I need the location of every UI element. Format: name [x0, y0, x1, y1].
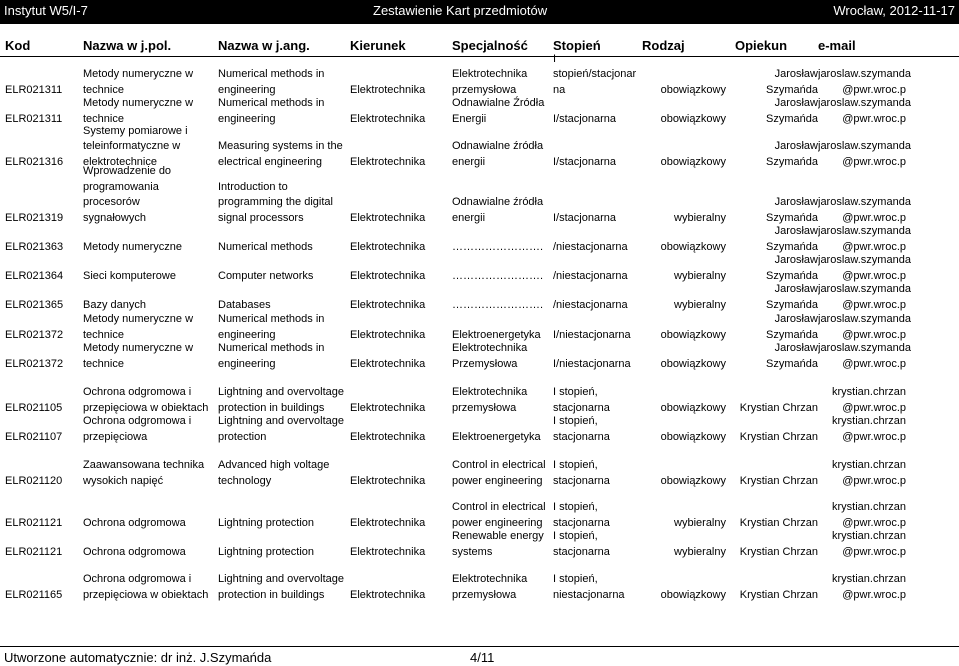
cell-specjalnosc: ……………………. [452, 240, 544, 253]
cell-specjalnosc: Elektrotechnika Przemysłowa [452, 342, 528, 370]
cell-opiekun: Krystian Chrzan [739, 474, 818, 487]
cell-specjalnosc: Control in electrical power engineering [452, 459, 546, 487]
cell-nazwa-ang: Numerical methods in engineering [218, 313, 325, 341]
cell-kierunek: Elektrotechnika [350, 155, 426, 168]
cell-rodzaj: wybieralny [674, 516, 726, 529]
cell-rodzaj: obowiązkowy [660, 588, 726, 601]
cell-kod: ELR021121 [5, 545, 63, 558]
date-label: Wrocław, 2012-11-17 [833, 3, 955, 18]
header-opiekun: Opiekun [735, 38, 788, 53]
institute-label: Instytut W5/I-7 [4, 3, 88, 18]
cell-rodzaj: wybieralny [674, 298, 726, 311]
cell-opiekun: Jarosław Szymańda [766, 225, 818, 253]
cell-kod: ELR021105 [5, 401, 63, 414]
cell-kierunek: Elektrotechnika [350, 588, 426, 601]
top-bar [0, 0, 959, 24]
cell-nazwa-pol: Bazy danych [83, 298, 146, 311]
cell-opiekun: Jarosław Szymańda [766, 68, 818, 96]
cell-nazwa-ang: Numerical methods in engineering [218, 68, 325, 96]
cell-kierunek: Elektrotechnika [350, 328, 426, 341]
cell-kod: ELR021372 [5, 328, 64, 341]
cell-email: jaroslaw.szymanda @pwr.wroc.p [818, 196, 911, 224]
cell-kierunek: Elektrotechnika [350, 545, 426, 558]
cell-kierunek: Elektrotechnika [350, 240, 426, 253]
table-row [0, 456, 959, 489]
cell-specjalnosc: Elektrotechnika przemysłowa [452, 68, 528, 96]
cell-email: krystian.chrzan @pwr.wroc.p [832, 530, 906, 558]
cell-nazwa-pol: Ochrona odgromowa i przepięciowa w obiektach [83, 573, 209, 601]
cell-nazwa-pol: Sieci komputerowe [83, 269, 176, 282]
header-nazwa-pol: Nazwa w j.pol. [83, 38, 172, 53]
cell-specjalnosc: Odnawialne Źródła Energii [452, 97, 545, 125]
cell-stopien: I/stacjonarna [553, 155, 616, 168]
cell-stopien: /niestacjonarna [553, 240, 628, 253]
cell-email: jaroslaw.szymanda @pwr.wroc.p [818, 283, 911, 311]
cell-specjalnosc: Renewable energy systems [452, 530, 544, 558]
cell-opiekun: Krystian Chrzan [739, 545, 818, 558]
cell-nazwa-pol: Metody numeryczne w technice [83, 342, 194, 370]
cell-kod: ELR021120 [5, 474, 63, 487]
cell-nazwa-pol: Ochrona odgromowa i przepięciowa w obiektach [83, 386, 209, 414]
cell-stopien: I stopień/stacjonar na [553, 52, 637, 96]
cell-stopien: I stopień, stacjonarna [553, 530, 610, 558]
cell-kierunek: Elektrotechnika [350, 474, 426, 487]
table-row [0, 122, 959, 170]
cell-email: krystian.chrzan @pwr.wroc.p [832, 459, 906, 487]
cell-rodzaj: wybieralny [674, 211, 726, 224]
cell-opiekun: Krystian Chrzan [739, 588, 818, 601]
cell-email: krystian.chrzan @pwr.wroc.p [832, 501, 906, 529]
cell-email: jaroslaw.szymanda @pwr.wroc.p [818, 313, 911, 341]
cell-rodzaj: wybieralny [674, 269, 726, 282]
cell-rodzaj: obowiązkowy [660, 240, 726, 253]
cell-kierunek: Elektrotechnika [350, 298, 426, 311]
cell-rodzaj: obowiązkowy [660, 328, 726, 341]
cell-nazwa-ang: Numerical methods [218, 240, 313, 253]
cell-opiekun: Jarosław Szymańda [766, 254, 818, 282]
cell-stopien: I stopień, niestacjonarna [553, 573, 625, 601]
cell-email: jaroslaw.szymanda @pwr.wroc.p [818, 225, 911, 253]
footer [0, 650, 959, 666]
header-email: e-mail [818, 38, 856, 53]
cell-nazwa-ang: Lightning protection [218, 545, 315, 558]
cell-kierunek: Elektrotechnika [350, 430, 426, 443]
cell-stopien: /niestacjonarna [553, 298, 628, 311]
cell-email: jaroslaw.szymanda @pwr.wroc.p [818, 68, 911, 96]
cell-opiekun: Krystian Chrzan [739, 516, 818, 529]
cell-nazwa-pol: Zaawansowana technika wysokich napięć [83, 459, 205, 487]
cell-nazwa-pol: Ochrona odgromowa i przepięciowa [83, 415, 192, 443]
cell-nazwa-ang: Numerical methods in engineering [218, 97, 325, 125]
cell-stopien: I stopień, stacjonarna [553, 415, 610, 443]
table-row [0, 527, 959, 560]
cell-specjalnosc: ……………………. [452, 269, 544, 282]
cell-kierunek: Elektrotechnika [350, 401, 426, 414]
header-nazwa-ang: Nazwa w j.ang. [218, 38, 310, 53]
cell-nazwa-ang: Lightning and overvoltage protection in buildings [218, 386, 344, 414]
cell-nazwa-ang: Introduction to programming the digital signal processors [218, 180, 333, 224]
cell-nazwa-pol: Metody numeryczne [83, 240, 183, 253]
cell-kod: ELR021316 [5, 155, 64, 168]
cell-specjalnosc: Elektroenergetyka [452, 328, 541, 341]
header-stopien: Stopień [553, 38, 601, 53]
header-kierunek: Kierunek [350, 38, 406, 53]
cell-stopien: I/stacjonarna [553, 112, 616, 125]
cell-stopien: I stopień, stacjonarna [553, 459, 610, 487]
footer-divider [0, 646, 959, 647]
table-row [0, 165, 959, 226]
cell-stopien: I/stacjonarna [553, 211, 616, 224]
cell-stopien: /niestacjonarna [553, 269, 628, 282]
cell-nazwa-pol: Systemy pomiarowe i teleinformatyczne w elektrotechnice [83, 124, 188, 168]
header-rodzaj: Rodzaj [642, 38, 685, 53]
cell-kierunek: Elektrotechnika [350, 211, 426, 224]
footer-author: Utworzone automatycznie: dr inż. J.Szymańda [4, 650, 272, 665]
cell-nazwa-ang: Measuring systems in the electrical engineering [218, 140, 343, 168]
cell-email: jaroslaw.szymanda @pwr.wroc.p [818, 254, 911, 282]
cell-rodzaj: wybieralny [674, 545, 726, 558]
cell-email: jaroslaw.szymanda @pwr.wroc.p [818, 342, 911, 370]
cell-kod: ELR021165 [5, 588, 63, 601]
cell-kierunek: Elektrotechnika [350, 83, 426, 96]
cell-rodzaj: obowiązkowy [660, 401, 726, 414]
cell-email: jaroslaw.szymanda @pwr.wroc.p [818, 97, 911, 125]
cell-nazwa-ang: Advanced high voltage technology [218, 459, 330, 487]
table-header [0, 36, 959, 56]
cell-nazwa-ang: Lightning and overvoltage protection [218, 415, 344, 443]
cell-specjalnosc: Odnawialne źródła energii [452, 140, 544, 168]
cell-kierunek: Elektrotechnika [350, 357, 426, 370]
header-divider [0, 56, 959, 57]
cell-specjalnosc: Elektrotechnika przemysłowa [452, 573, 528, 601]
cell-rodzaj: obowiązkowy [660, 357, 726, 370]
cell-kod: ELR021364 [5, 269, 64, 282]
cell-opiekun: Jarosław Szymańda [766, 283, 818, 311]
cell-opiekun: Krystian Chrzan [739, 430, 818, 443]
cell-nazwa-ang: Computer networks [218, 269, 314, 282]
cell-specjalnosc: Odnawialne źródła energii [452, 196, 544, 224]
cell-stopien: I stopień, stacjonarna [553, 501, 610, 529]
cell-kod: ELR021363 [5, 240, 64, 253]
cell-nazwa-pol: Ochrona odgromowa [83, 545, 186, 558]
cell-nazwa-ang: Lightning and overvoltage protection in buildings [218, 573, 344, 601]
cell-rodzaj: obowiązkowy [660, 155, 726, 168]
cell-rodzaj: obowiązkowy [660, 83, 726, 96]
cell-kod: ELR021311 [5, 83, 63, 96]
cell-nazwa-ang: Numerical methods in engineering [218, 342, 325, 370]
cell-kod: ELR021372 [5, 357, 64, 370]
cell-opiekun: Jarosław Szymańda [766, 313, 818, 341]
cell-email: jaroslaw.szymanda @pwr.wroc.p [818, 140, 911, 168]
page-number: 4/11 [470, 650, 495, 665]
header-specjalnosc: Specjalność [452, 38, 528, 53]
cell-nazwa-ang: Lightning protection [218, 516, 315, 529]
cell-kod: ELR021107 [5, 430, 63, 443]
cell-opiekun: Jarosław Szymańda [766, 140, 818, 168]
table-row [0, 339, 959, 372]
cell-kierunek: Elektrotechnika [350, 269, 426, 282]
table-row [0, 280, 959, 313]
cell-rodzaj: obowiązkowy [660, 474, 726, 487]
cell-opiekun: Jarosław Szymańda [766, 97, 818, 125]
cell-nazwa-pol: Metody numeryczne w technice [83, 68, 194, 96]
cell-nazwa-ang: Databases [218, 298, 271, 311]
cell-nazwa-pol: Ochrona odgromowa [83, 516, 186, 529]
cell-stopien: I/niestacjonarna [553, 328, 631, 341]
cell-nazwa-pol: Metody numeryczne w technice [83, 97, 194, 125]
table-row [0, 570, 959, 603]
cell-rodzaj: obowiązkowy [660, 430, 726, 443]
cell-nazwa-pol: Metody numeryczne w technice [83, 313, 194, 341]
cell-rodzaj: obowiązkowy [660, 112, 726, 125]
cell-kierunek: Elektrotechnika [350, 516, 426, 529]
cell-kod: ELR021319 [5, 211, 64, 224]
cell-opiekun: Jarosław Szymańda [766, 196, 818, 224]
header-kod: Kod [5, 38, 31, 53]
cell-specjalnosc: Elektrotechnika przemysłowa [452, 386, 528, 414]
document-title: Zestawienie Kart przedmiotów [373, 3, 548, 18]
cell-stopien: I/niestacjonarna [553, 357, 631, 370]
cell-kod: ELR021311 [5, 112, 63, 125]
cell-stopien: I stopień, stacjonarna [553, 386, 610, 414]
cell-kod: ELR021365 [5, 298, 64, 311]
table-row [0, 52, 959, 98]
cell-kierunek: Elektrotechnika [350, 112, 426, 125]
cell-specjalnosc: Elektroenergetyka [452, 430, 541, 443]
cell-specjalnosc: ……………………. [452, 298, 544, 311]
cell-opiekun: Jarosław Szymańda [766, 342, 818, 370]
cell-specjalnosc: Control in electrical power engineering [452, 501, 546, 529]
cell-kod: ELR021121 [5, 516, 63, 529]
cell-email: krystian.chrzan @pwr.wroc.p [832, 386, 906, 414]
table-row [0, 412, 959, 445]
cell-email: krystian.chrzan @pwr.wroc.p [832, 573, 906, 601]
cell-email: krystian.chrzan @pwr.wroc.p [832, 415, 906, 443]
cell-nazwa-pol: Wprowadzenie do programowania procesorów sygnałowych [83, 165, 172, 224]
cell-opiekun: Krystian Chrzan [739, 401, 818, 414]
